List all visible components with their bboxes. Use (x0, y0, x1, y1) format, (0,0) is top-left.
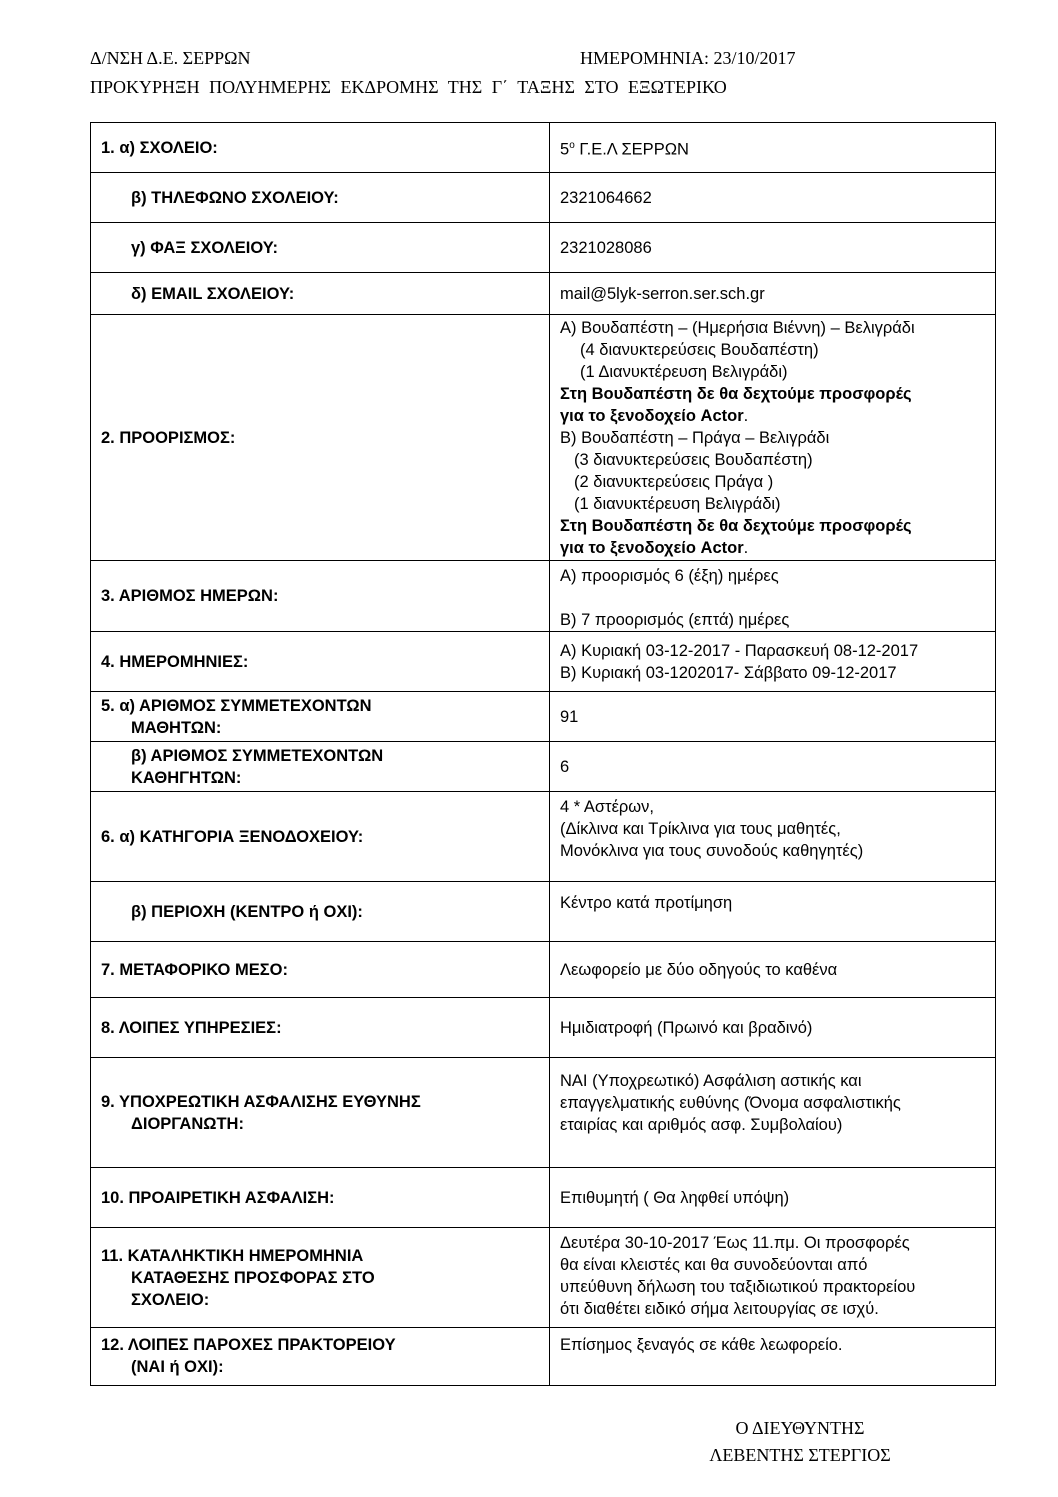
table-row (91, 1058, 996, 1168)
row-label: 2. ΠΡΟΟΡΙΣΜΟΣ: (91, 315, 550, 561)
row-value: Α) Βουδαπέστη – (Ημερήσια Βιέννη) – Βελιγράδι (4 διανυκτερεύσεις Βουδαπέστη) (1 Διανυκτέρευση Βελιγράδι) Στη Βουδαπέστη δε θα δεχτούμε προσφορές για το ξενοδοχείο Actor. Β) Βουδαπέστη – Πράγα – Βελιγράδι (3 διανυκτερεύσεις Βουδαπέστη) (2 διανυκτερεύσεις Πράγα ) (1 διανυκτέρευση Βελιγράδι) Στη Βουδαπέστη δε θα δεχτούμε προσφορές για το ξενοδοχείο Actor. (550, 315, 996, 561)
row-value: 2321064662 (550, 173, 996, 223)
table-row (91, 742, 996, 792)
table-row (91, 173, 996, 223)
row-value: Δευτέρα 30-10-2017 Έως 11.πμ. Οι προσφορές θα είναι κλειστές και θα συνοδεύονται από υπεύθυνη δήλωση του ταξιδιωτικού πρακτορείου ότι διαθέτει ειδικό σήμα λειτουργίας σε ισχύ. (550, 1228, 996, 1328)
row-value: Κέντρο κατά προτίμηση (550, 882, 996, 942)
table-row (91, 1328, 996, 1386)
row-value: ΝΑΙ (Υποχρεωτικό) Ασφάλιση αστικής και επαγγελματικής ευθύνης (Όνομα ασφαλιστικής εταιρίας και αριθμός ασφ. Συμβολαίου) (550, 1058, 996, 1168)
table-row (91, 692, 996, 742)
row-label: 1. α) ΣΧΟΛΕΙΟ: (91, 123, 550, 173)
table-row (91, 882, 996, 942)
row-value: mail@5lyk-serron.ser.sch.gr (550, 273, 996, 315)
table-row (91, 123, 996, 173)
table-row (91, 942, 996, 998)
row-label: β) ΑΡΙΘΜΟΣ ΣΥΜΜΕΤΕΧΟΝΤΩΝ ΚΑΘΗΓΗΤΩΝ: (91, 742, 550, 792)
row-label: 12. ΛΟΙΠΕΣ ΠΑΡΟΧΕΣ ΠΡΑΚΤΟΡΕΙΟΥ (ΝΑΙ ή ΟΧΙ): (91, 1328, 550, 1386)
document-header (90, 48, 818, 69)
row-label: 8. ΛΟΙΠΕΣ ΥΠΗΡΕΣΙΕΣ: (91, 998, 550, 1058)
row-value: Επίσημος ξεναγός σε κάθε λεωφορείο. (550, 1328, 996, 1386)
table-row (91, 998, 996, 1058)
row-value: 6 (550, 742, 996, 792)
row-value: 4 * Αστέρων, (Δίκλινα και Τρίκλινα για τους μαθητές, Μονόκλινα για τους συνοδούς καθηγητές) (550, 792, 996, 882)
signature-block (650, 1415, 950, 1469)
signature-name: ΛΕΒΕΝΤΗΣ ΣΤΕΡΓΙΟΣ (709, 1445, 891, 1465)
row-value: Α) Κυριακή 03-12-2017 - Παρασκευή 08-12-2017 Β) Κυριακή 03-1202017- Σάββατο 09-12-2017 (550, 632, 996, 692)
row-label: 4. ΗΜΕΡΟΜΗΝΙΕΣ: (91, 632, 550, 692)
row-label: β) ΤΗΛΕΦΩΝΟ ΣΧΟΛΕΙΟΥ: (91, 173, 550, 223)
row-label: β) ΠΕΡΙΟΧΗ (ΚΕΝΤΡΟ ή ΟΧΙ): (91, 882, 550, 942)
row-value: Α) προορισμός 6 (έξη) ημέρες Β) 7 προορισμός (επτά) ημέρες (550, 561, 996, 632)
table-row (91, 561, 996, 632)
row-label: 11. ΚΑΤΑΛΗΚΤΙΚΗ ΗΜΕΡΟΜΗΝΙΑ ΚΑΤΑΘΕΣΗΣ ΠΡΟΣΦΟΡΑΣ ΣΤΟ ΣΧΟΛΕΙΟ: (91, 1228, 550, 1328)
trip-form-table (90, 122, 996, 1386)
table-row (91, 1168, 996, 1228)
row-label: 10. ΠΡΟΑΙΡΕΤΙΚΗ ΑΣΦΑΛΙΣΗ: (91, 1168, 550, 1228)
row-value: 2321028086 (550, 223, 996, 273)
table-row (91, 223, 996, 273)
row-value: 91 (550, 692, 996, 742)
signature-role: Ο ΔΙΕΥΘΥΝΤΗΣ (735, 1418, 865, 1438)
row-value: $5^o$ Γ.Ε.Λ ΣΕΡΡΩΝ (550, 123, 996, 173)
row-label: 3. ΑΡΙΘΜΟΣ ΗΜΕΡΩΝ: (91, 561, 550, 632)
row-label: 9. ΥΠΟΧΡΕΩΤΙΚΗ ΑΣΦΑΛΙΣΗΣ ΕΥΘΥΝΗΣ ΔΙΟΡΓΑΝΩΤΗ: (91, 1058, 550, 1168)
row-label: 5. α) ΑΡΙΘΜΟΣ ΣΥΜΜΕΤΕΧΟΝΤΩΝ ΜΑΘΗΤΩΝ: (91, 692, 550, 742)
row-label: δ) EMAIL ΣΧΟΛΕΙΟΥ: (91, 273, 550, 315)
row-value: Επιθυμητή ( Θα ληφθεί υπόψη) (550, 1168, 996, 1228)
date-text: ΗΜΕΡΟΜΗΝΙΑ: 23/10/2017 (580, 48, 796, 68)
row-value: Ημιδιατροφή (Πρωινό και βραδινό) (550, 998, 996, 1058)
table-row (91, 632, 996, 692)
row-label: γ) ΦΑΞ ΣΧΟΛΕΙΟΥ: (91, 223, 550, 273)
document-title: ΠΡΟΚΥΡΗΞΗ ΠΟΛΥΗΜΕΡΗΣ ΕΚΔΡΟΜΗΣ ΤΗΣ Γ΄ ΤΑΞΗΣ ΣΤΟ ΕΞΩΤΕΡΙΚΟ (90, 77, 727, 97)
row-label: 7. ΜΕΤΑΦΟΡΙΚΟ ΜΕΣΟ: (91, 942, 550, 998)
table-row (91, 315, 996, 561)
row-label: 6. α) ΚΑΤΗΓΟΡΙΑ ΞΕΝΟΔΟΧΕΙΟΥ: (91, 792, 550, 882)
row-value: Λεωφορείο με δύο οδηγούς το καθένα (550, 942, 996, 998)
table-row (91, 1228, 996, 1328)
authority-text: Δ/ΝΣΗ Δ.Ε. ΣΕΡΡΩΝ (90, 48, 251, 68)
table-row (91, 273, 996, 315)
table-row (91, 792, 996, 882)
